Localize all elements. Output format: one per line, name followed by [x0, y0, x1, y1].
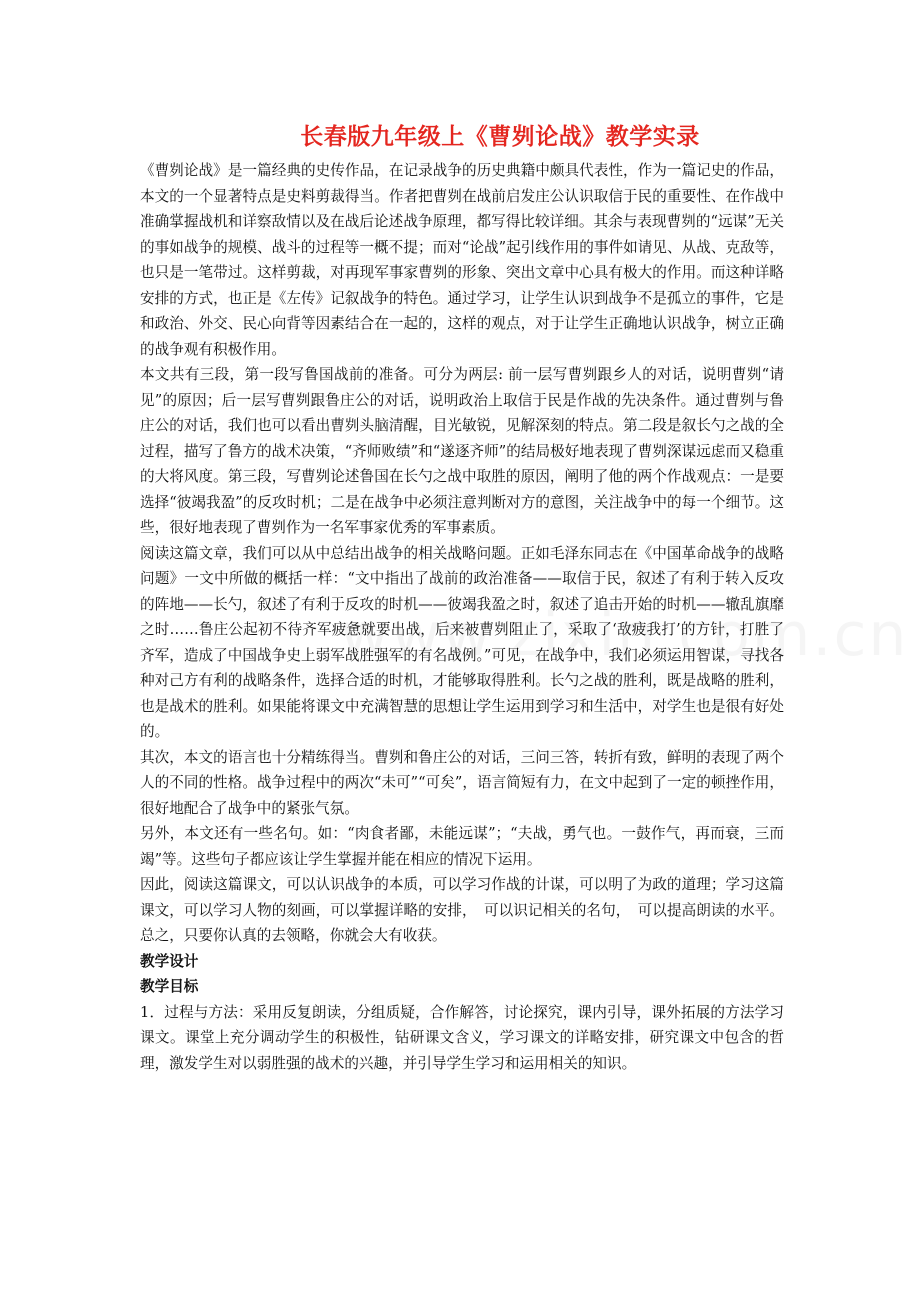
paragraph-strategy: 阅读这篇文章，我们可以从中总结出战争的相关战略问题。正如毛泽东同志在《中国革命战争的战略问题》一文中所做的概括一样：“文中指出了战前的政治准备——取信于民，叙述了有利于转入反攻的阵地——长勺，叙述了有利于反攻的时机——彼竭我盈之时，叙述了追击开始的时机——辙乱旗靡之时……鲁庄公起初不待齐军疲惫就要出战，后来被曹刿阻止了，采取了‘敌疲我打’的方针，打胜了齐军，造成了中国战争史上弱军战胜强军的有名战例。”可见，在战争中，我们必须运用智谋，寻找各种对己方有利的战略条件，选择合适的时机，才能够取得胜利。长勺之战的胜利，既是战略的胜利，也是战术的胜利。如果能将课文中充满智慧的思想让学生运用到学习和生活中，对学生也是很有好处的。 — [140, 544, 784, 740]
document-title: 长春版九年级上《曹刿论战》教学实录 — [300, 124, 700, 150]
paragraph-language: 其次，本文的语言也十分精练得当。曹刿和鲁庄公的对话，三问三答，转折有致，鲜明的表现了两个人的不同的性格。战争过程中的两次“未可”“可矣”，语言简短有力，在文中起到了一定的顿挫作用，很好地配合了战争中的紧张气氛。 — [140, 748, 784, 817]
goal-item-1: 1．过程与方法：采用反复朗读，分组质疑，合作解答，讨论探究，课内引导，课外拓展的方法学习课文。课堂上充分调动学生的积极性，钻研课文含义，学习课文的详略安排，研究课文中包含的哲理，激发学生对以弱胜强的战术的兴趣，并引导学生学习和运用相关的知识。 — [140, 1003, 784, 1072]
paragraph-conclusion: 因此，阅读这篇课文，可以认识战争的本质，可以学习作战的计谋，可以明了为政的道理；学习这篇课文，可以学习人物的刻画，可以掌握详略的安排， 可以识记相关的名句， 可以提高朗读的水平。总之，只要你认真的去领略，你就会大有收获。 — [140, 876, 784, 944]
paragraph-intro: 《曹刿论战》是一篇经典的史传作品，在记录战争的历史典籍中颇具代表性，作为一篇记史的作品，本文的一个显著特点是史料剪裁得当。作者把曹刿在战前启发庄公认识取信于民的重要性、在作战中准确掌握战机和详察敌情以及在战后论述战争原理，都写得比较详细。其余与表现曹刿的“远谋”无关的事如战争的规模、战斗的过程等一概不提；而对“论战”起引线作用的事件如请见、从战、克敌等，也只是一笔带过。这样剪裁，对再现军事家曹刿的形象、突出文章中心具有极大的作用。而这种详略安排的方式，也正是《左传》记叙战争的特色。通过学习，让学生认识到战争不是孤立的事件，它是和政治、外交、民心向背等因素结合在一起的，这样的观点，对于让学生正确地认识战争，树立正确的战争观有积极作用。 — [140, 162, 784, 358]
paragraph-structure: 本文共有三段，第一段写鲁国战前的准备。可分为两层: 前一层写曹刿跟乡人的对话，说明曹刿“请见”的原因；后一层写曹刿跟鲁庄公的对话，说明政治上取信于民是作战的先决条件。通过曹刿与鲁庄公的对话，我们也可以看出曹刿头脑清醒，目光敏锐，见解深刻的特点。第二段是叙长勺之战的全过程，描写了鲁方的战术决策，“齐师败绩”和“遂逐齐师”的结局极好地表现了曹刿深谋远虑而又稳重的大将风度。第三段，写曹刿论述鲁国在长勺之战中取胜的原因，阐明了他的两个作战观点：一是要选择“彼竭我盈”的反攻时机；二是在战争中必须注意判断对方的意图，关注战争中的每一个细节。这些，很好地表现了曹刿作为一名军事家优秀的军事素质。 — [140, 366, 784, 536]
heading-teaching-goals: 教学目标 — [140, 978, 199, 995]
paragraph-quotes: 另外，本文还有一些名句。如：“肉食者鄙，未能远谋”；“夫战，勇气也。一鼓作气，再而衰，三而竭”等。这些句子都应该让学生掌握并能在相应的情况下运用。 — [140, 825, 784, 868]
heading-teaching-design: 教学设计 — [140, 952, 199, 970]
document-body — [140, 158, 784, 1076]
